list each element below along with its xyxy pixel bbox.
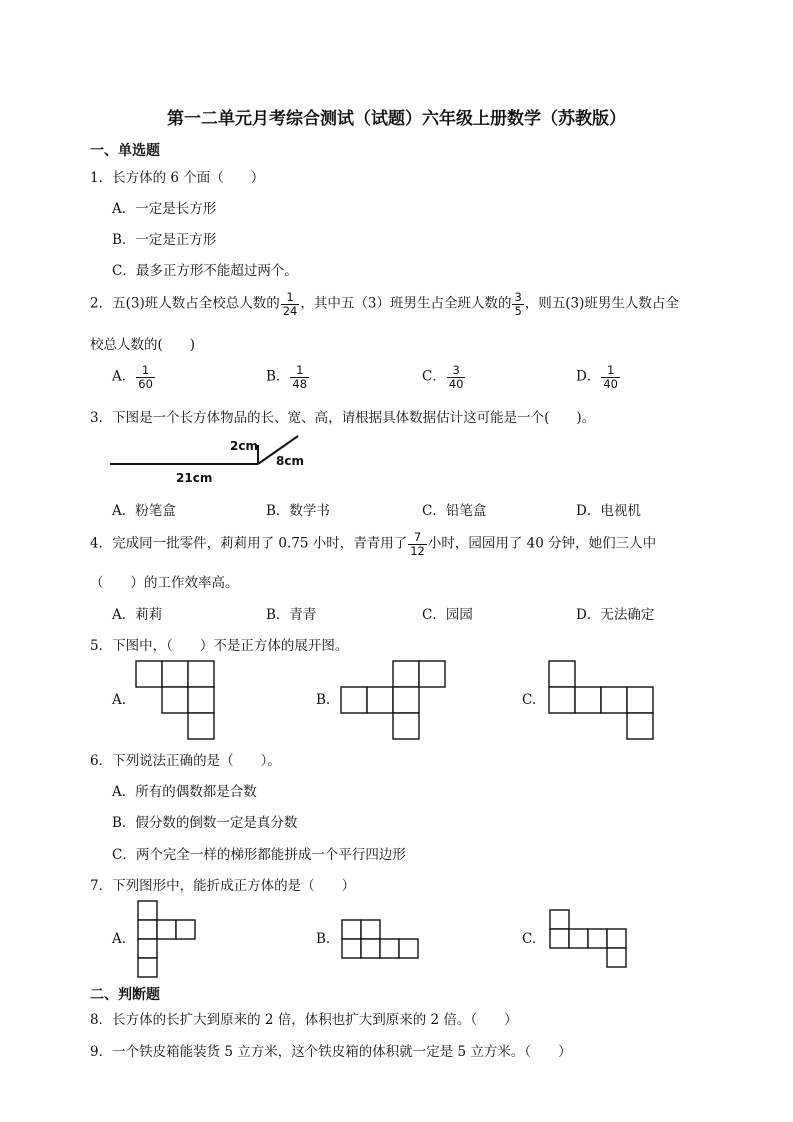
q4-option-c: C．园园 (422, 607, 473, 623)
q7-net-b (342, 920, 422, 962)
q2-option-b: B． $\frac{1}{48}$ (266, 363, 308, 391)
q4-option-a: A．莉莉 (112, 607, 163, 623)
q5-net-c (549, 661, 657, 741)
q7-net-c (550, 910, 630, 972)
q3-option-b: B．数学书 (266, 503, 330, 519)
question-6: 6．下列说法正确的是（ ）。 (90, 753, 281, 769)
q7-option-b-label: B. (316, 931, 331, 947)
q1-option-b: B．一定是正方形 (112, 232, 217, 248)
q2-fraction-1: $\frac{1}{24}$ (282, 290, 298, 318)
q5-option-c-label: C. (522, 692, 537, 708)
q4-fraction: $\frac{7}{12}$ (410, 530, 425, 558)
q2-text-mid: ，其中五（3）班男生占全班人数的 (300, 295, 512, 312)
question-3: 3．下图是一个长方体物品的长、宽、高，请根据具体数据估计这可能是一个( )。 (90, 410, 596, 426)
q4-option-b: B．青青 (266, 607, 317, 623)
question-2-line-2: 校总人数的( ) (90, 337, 196, 353)
question-4: 4．完成同一批零件，莉莉用了 0.75 小时，青青用了 $\frac{7}{12}$ 小时，园园用了 40 分钟，她们三人中 (90, 530, 657, 558)
q3-option-a: A．粉笔盒 (112, 503, 176, 519)
q2-text-post: ，则五(3)班男生人数占全 (524, 295, 679, 312)
q1-option-a: A．一定是长方形 (112, 201, 217, 217)
q7-option-a-label: A. (112, 931, 127, 947)
q6-option-c: C．两个完全一样的梯形都能拼成一个平行四边形 (112, 847, 406, 863)
q3-option-c: C．铅笔盒 (422, 503, 487, 519)
q2-option-c: C． $\frac{3}{40}$ (422, 363, 464, 391)
question-7: 7．下列图形中，能折成正方体的是（ ） (90, 878, 356, 894)
q3-label-length: 21cm (176, 471, 213, 485)
q5-net-b (341, 661, 449, 741)
section-heading-single-choice: 一、单选题 (90, 143, 160, 159)
question-1: 1．长方体的 6 个面（ ） (90, 170, 265, 186)
q7-option-c-label: C. (522, 931, 537, 947)
section-heading-true-false: 二、判断题 (90, 987, 160, 1003)
q5-option-b-label: B. (316, 692, 331, 708)
q3-option-d: D．电视机 (576, 503, 641, 519)
question-9: 9．一个铁皮箱能装货 5 立方米，这个铁皮箱的体积就一定是 5 立方米。（ ） (90, 1044, 572, 1060)
q3-label-height: 2cm (230, 439, 258, 453)
q6-option-a: A．所有的偶数都是合数 (112, 784, 257, 800)
q2-option-a: A． $\frac{1}{60}$ (112, 363, 153, 391)
page-title: 第一二单元月考综合测试（试题）六年级上册数学（苏教版） (167, 109, 626, 129)
question-8: 8．长方体的长扩大到原来的 2 倍，体积也扩大到原来的 2 倍。（ ） (90, 1012, 518, 1028)
q2-option-d: D． $\frac{1}{40}$ (576, 363, 618, 391)
q1-option-c: C．最多正方形不能超过两个。 (112, 263, 298, 279)
q2-text-pre: 2．五(3)班人数占全校总人数的 (90, 295, 280, 312)
q2-fraction-2: $\frac{3}{5}$ (514, 290, 522, 318)
q4-option-d: D．无法确定 (576, 607, 655, 623)
question-5: 5．下图中，（ ）不是正方体的展开图。 (90, 638, 349, 654)
q5-option-a-label: A. (112, 692, 127, 708)
q6-option-b: B．假分数的倒数一定是真分数 (112, 815, 298, 831)
q5-net-a (136, 661, 216, 741)
q7-net-a (138, 901, 200, 981)
q3-label-width: 8cm (276, 454, 304, 468)
question-4-line-2: （ ）的工作效率高。 (90, 575, 239, 591)
